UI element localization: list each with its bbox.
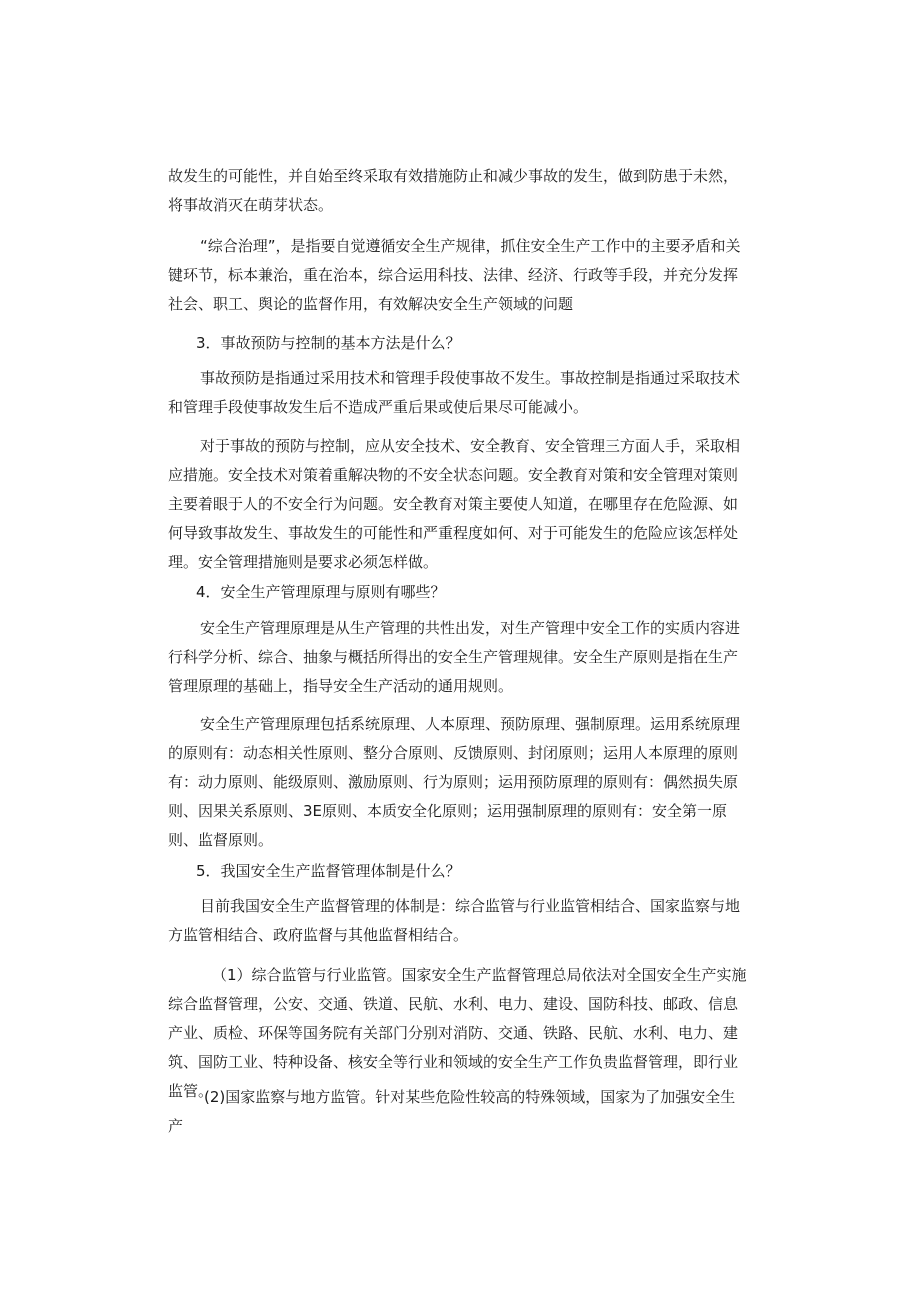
question-5-heading: 5．我国安全生产监督管理体制是什么？ [196,862,461,880]
paragraph-prevention-measures: 对于事故的预防与控制，应从安全技术、安全教育、安全管理三方面人手，采取相应措施。安全技术对策着重解决物的不安全状态问题。安全教育对策和安全管理对策则主要着眼于人的不安全行为问题。安全教育对策主要使人知道，在哪里存在危险源、如何导致事故发生、事故发生的可能性和严重程度如何、对于可能发生的危险应该怎样处理。安全管理措施则是要求必须怎样做。 [168,437,741,571]
question-4-heading: 4．安全生产管理原理与原则有哪些？ [196,583,446,601]
question-3-heading: 3．事故预防与控制的基本方法是什么？ [196,334,461,352]
paragraph-management-principles-definition: 安全生产管理原理是从生产管理的共性出发，对生产管理中安全工作的实质内容进行科学分析、综合、抽象与概括所得出的安全生产管理规律。安全生产原则是指在生产管理原理的基础上，指导安全生产活动的通用规则。 [168,619,741,695]
paragraph-item-2-state-supervision: (2)国家监察与地方监管。针对某些危险性较高的特殊领域，国家为了加强安全生产 [168,1088,736,1135]
paragraph-comprehensive-governance: “综合治理”，是指要自觉遵循安全生产规律，抓住安全生产工作中的主要矛盾和关键环节，标本兼治，重在治本，综合运用科技、法律、经济、行政等手段，并充分发挥社会、职工、舆论的监督作用，有效解决安全生产领域的问题 [168,237,741,313]
paragraph-prevention-continued: 故发生的可能性，并自始至终采取有效措施防止和减少事故的发生，做到防患于未然，将事故消灭在萌芽状态。 [168,167,739,214]
paragraph-item-1-comprehensive-supervision: （1）综合监管与行业监管。国家安全生产监督管理总局依法对全国安全生产实施综合监督管理，公安、交通、铁道、民航、水利、电力、建设、国防科技、邮政、信息产业、质检、环保等国务院有关部门分别对消防、交通、铁路、民航、水利、电力、建筑、国防工业、特种设备、核安全等行业和领域的安全生产工作负贵监督管理，即行业监管。 [168,966,747,1100]
paragraph-supervision-system: 目前我国安全生产监督管理的体制是：综合监管与行业监管相结合、国家监察与地方监管相结合、政府监督与其他监督相结合。 [168,897,741,944]
paragraph-prevention-control-definition: 事故预防是指通过采用技术和管理手段使事故不发生。事故控制是指通过采取技术和管理手段使事故发生后不造成严重后果或使后果尽可能减小。 [168,369,741,416]
paragraph-management-principles-list: 安全生产管理原理包括系统原理、人本原理、预防原理、强制原理。运用系统原理的原则有：动态相关性原则、整分合原则、反馈原则、封闭原则；运用人本原理的原则有：动力原则、能级原则、激励原则、行为原则；运用预防原理的原则有：偶然损失原则、因果关系原则、3E原则、本质安全化原则；运用强制原理的原则有：安全第一原则、监督原则。 [168,715,741,849]
